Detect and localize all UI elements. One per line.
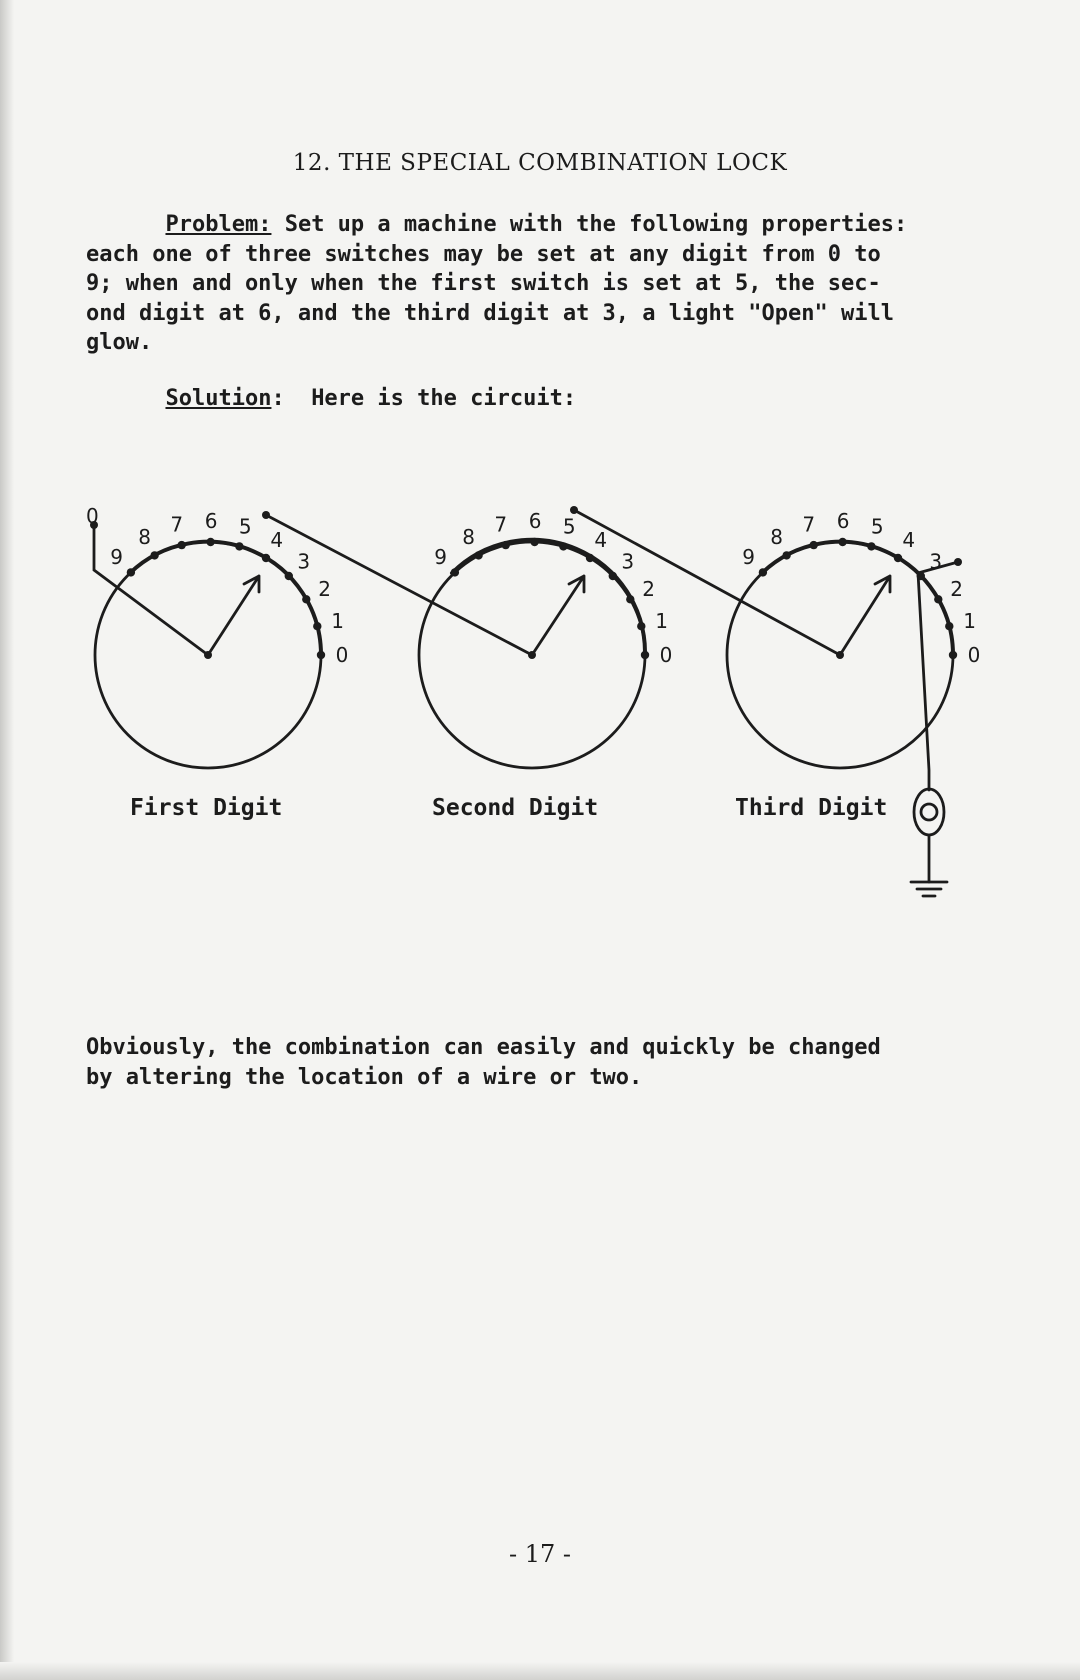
dial-2-label-0: 0 [659, 643, 673, 667]
dial-2-label-5: 5 [562, 514, 576, 539]
dial-3-label-2: 2 [950, 576, 963, 601]
dial-2-pointer [532, 576, 584, 655]
dial-2-contact-9 [451, 568, 459, 576]
dial-2-contact-4 [586, 554, 594, 562]
dial-2-contact-6 [530, 538, 538, 546]
dial-2-label-1: 1 [655, 608, 668, 633]
dial-3-label-9: 9 [742, 545, 755, 569]
dial-2-center [528, 651, 536, 659]
dial-3-contact-0 [949, 651, 957, 659]
dial-3-digit-labels [742, 509, 980, 667]
dial-1-label-9: 9 [110, 545, 123, 569]
wire-end-dial3 [954, 558, 962, 566]
dial-2-label-2: 2 [642, 576, 655, 601]
problem-paragraph [86, 210, 986, 358]
dial-2-label-3: 3 [621, 549, 635, 574]
dial-1-contact-4 [262, 554, 270, 562]
caption-second-digit: Second Digit [432, 795, 599, 821]
dial-3-contact-1 [945, 622, 953, 630]
dial-2-contact-1 [637, 622, 645, 630]
dial-3-contact-5 [867, 542, 875, 550]
dial-3-label-3: 3 [929, 549, 943, 574]
dial-1-label-7: 7 [170, 512, 184, 537]
dial-2-label-8: 8 [462, 524, 475, 549]
lamp-outer [914, 789, 944, 835]
dial-1-digit-labels [110, 509, 348, 667]
dial-1-label-5: 5 [238, 514, 252, 539]
dial-2-contact-8 [474, 551, 482, 559]
problem-label: Problem: [165, 212, 272, 237]
dial-1-center [204, 651, 212, 659]
dial-3-label-6: 6 [836, 509, 850, 533]
problem-line-3: 9; when and only when the first switch is set at 5, the sec- [86, 271, 881, 296]
dial-2-contact-2 [626, 595, 634, 603]
dial-3-contact-8 [782, 551, 790, 559]
dial-3-contact-3 [917, 572, 925, 580]
dial-1-contacts [127, 538, 325, 659]
dial-1-label-4: 4 [270, 528, 284, 552]
wire-dial3-to-lamp [918, 573, 929, 790]
dial-1-contact-arc [130, 542, 321, 655]
solution-text: : Here is the circuit: [271, 386, 577, 411]
dial-2-contact-5 [559, 542, 567, 550]
dial-3-contact-7 [810, 541, 818, 549]
dial-1-contact-7 [178, 541, 186, 549]
problem-line-2: each one of three switches may be set at any digit from 0 to [86, 241, 881, 267]
problem-line-4: ond digit at 6, and the third digit at 3, a light "Open" will [86, 300, 894, 326]
dial-2-contact-7 [502, 541, 510, 549]
dial-2-label-6: 6 [528, 509, 542, 533]
wire-end-dial1 [262, 511, 270, 519]
circuit-diagram [0, 490, 1080, 930]
dial-2-contact-0 [641, 651, 649, 659]
lamp-inner [921, 804, 937, 820]
dial-1-contact-5 [235, 542, 243, 550]
solution-paragraph [86, 384, 986, 414]
dial-1-label-0: 0 [335, 643, 349, 667]
caption-third-digit: Third Digit [735, 795, 888, 821]
dial-1-label-2: 2 [318, 576, 331, 601]
wire-dial2-to-dial3 [574, 510, 840, 655]
section-heading: 12. THE SPECIAL COMBINATION LOCK [292, 150, 788, 176]
closing-line-2: by altering the location of a wire or two. [86, 1064, 643, 1090]
dial-1-contact-6 [206, 538, 214, 546]
problem-line-1: Set up a machine with the following properties: [271, 212, 908, 237]
dial-1-label-8: 8 [138, 524, 151, 549]
ground-symbol [911, 882, 947, 896]
dial-1-pointer [208, 576, 259, 655]
closing-paragraph [86, 1033, 986, 1092]
dial-3-label-1: 1 [963, 608, 976, 633]
dial-2-digit-labels [434, 509, 672, 667]
dial-3-label-0: 0 [967, 643, 981, 667]
dial-2-contact-3 [609, 572, 617, 580]
dial-1-label-6: 6 [204, 509, 218, 533]
dial-1-label-3: 3 [297, 549, 311, 574]
solution-label: Solution [165, 386, 272, 411]
caption-first-digit: First Digit [130, 795, 283, 821]
dial-3-center [836, 651, 844, 659]
dial-3-label-4: 4 [902, 528, 916, 552]
dial-1-contact-8 [150, 551, 158, 559]
input-label-0: 0 [86, 504, 99, 528]
dial-3-contact-9 [759, 568, 767, 576]
dial-3-contact-6 [838, 538, 846, 546]
problem-line-5: glow. [86, 330, 153, 355]
dial-2-label-7: 7 [494, 512, 508, 537]
dial-3-label-7: 7 [802, 512, 816, 537]
wire-end-dial2 [570, 506, 578, 514]
dial-3-contact-arc [762, 542, 953, 655]
dial-1-contact-1 [313, 622, 321, 630]
page-number: - 17 - [508, 1540, 571, 1568]
wire-dial1-to-dial2 [266, 512, 532, 655]
dial-1-contact-3 [285, 572, 293, 580]
dial-1-contact-0 [317, 651, 325, 659]
dial-3-contacts [759, 538, 958, 659]
dial-3-label-5: 5 [870, 514, 884, 539]
dial-1-contact-2 [302, 595, 310, 603]
page-bottom-shadow [0, 1662, 1080, 1680]
dial-2-label-4: 4 [594, 528, 608, 552]
dial-2-contacts [451, 538, 650, 659]
dial-1-label-1: 1 [331, 608, 344, 633]
dial-3-pointer [840, 576, 890, 655]
closing-line-1: Obviously, the combination can easily and quickly be changed [86, 1035, 881, 1060]
dial-3-contact-2 [934, 595, 942, 603]
dial-2-label-9: 9 [434, 545, 447, 569]
dial-3-label-8: 8 [770, 524, 783, 549]
dial-3-contact-4 [894, 554, 902, 562]
dial-1-contact-9 [127, 568, 135, 576]
